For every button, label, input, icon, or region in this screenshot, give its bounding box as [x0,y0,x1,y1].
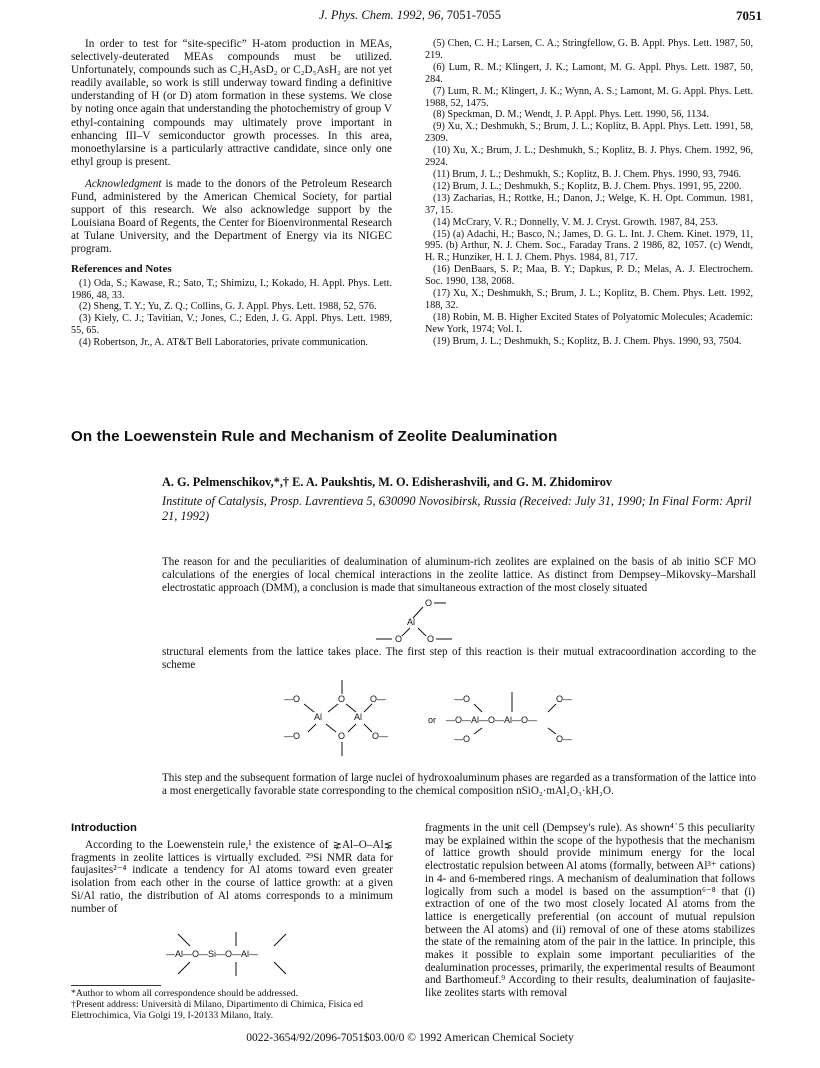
reference-item: (8) Speckman, D. M.; Wendt, J. P. Appl. Phys. Lett. 1990, 56, 1134. [433,109,709,121]
introduction-right [425,822,755,1000]
introduction-heading: Introduction [71,822,137,834]
abstract-part-2: structural elements from the lattice takes place. The first step of this reaction is their mutual extracoordination according to the scheme [162,646,756,672]
scheme-or: or [428,715,437,725]
reference-item: (9) Xu, X.; Deshmukh, S.; Brum, J. L.; Koplitz, B. Appl. Phys. Lett. 1991, 58, 2309. [425,121,753,145]
atom-label: —O—Al—O—Al—O— [446,715,538,725]
atom-label: —O [454,734,471,744]
article-title: On the Loewenstein Rule and Mechanism of Zeolite Dealumination [71,428,558,445]
bond [178,962,190,974]
reference-item: (13) Zacharias, H.; Rottke, H.; Danon, J.; Welge, K. H. Opt. Commun. 1981, 37, 15. [425,192,753,216]
bond [418,628,426,636]
acknowledgment [71,178,392,257]
al-tetrahedron-structure [370,598,470,646]
reference-item: (5) Chen, C. H.; Larsen, C. A.; Stringfellow, G. B. Appl. Phys. Lett. 1987, 50, 219. [425,38,753,61]
bond [308,724,316,732]
left-column-prev-article [71,38,392,349]
bond [304,704,314,712]
bond [402,628,410,636]
copyright-footer: 0022-3654/92/2096-7051$03.00/0 © 1992 American Chemical Society [246,1032,574,1044]
bond [348,724,356,732]
reference-item: (16) DenBaars, S. P.; Maa, B. Y.; Dapkus, P. D.; Melas, A. J. Electrochem. Soc. 1990, 138, 2068. [425,264,753,288]
fragment-formula: —Al—O—Si—O—Al— [166,949,259,959]
abstract-part-3: This step and the subsequent formation of large nuclei of hydroxoaluminum phases are regarded as a transformation of the lattice into a most energetically favorable state corresponding to the chemical composition nSiO₂·mAl₂O₃·kH₂O. [162,772,756,798]
reference-item: (17) Xu, X.; Deshmukh, S.; Brum, J. L.; Koplitz, B. Chem. Phys. Lett. 1992, 188, 32. [425,288,753,311]
author-list: A. G. Pelmenschikov,*,† E. A. Paukshtis, M. O. Edisherashvili, and G. M. Zhidomirov [162,475,613,489]
reference-item: (15) (a) Adachi, H.; Basco, N.; James, D. G. L. Int. J. Chem. Kinet. 1979, 11, 995. (b) Arthur, N. J. Chem. Soc., Faraday Trans. 2 1986, 82, 1057. (c) Wendt, H. R.; Hunziker, H. I. J. Chem. Phys. 1984, 81, 717. [425,228,753,264]
reference-item: (14) McCrary, V. R.; Donnelly, V. M. J. Cryst. Growth. 1987, 84, 253. [433,216,718,228]
intro-paragraph-continued: fragments in the unit cell (Dempsey's rule). As shown⁴˙5 this peculiarity may be explained within the scope of the hypothesis that the mechanism of lattice growth should provide minimum energy for the local electrostatic repulsion between Al atoms (formally, between Al³⁺ cations) in 4- and 6-membered rings. A mechanism of dealumination that follows logically from such a model is based on the assumption⁶⁻⁸ that (i) extraction of one of the two most closely located Al atoms from the lattice is energetically preferential (on account of mutual repulsion between the Al atoms) and (ii) removal of one of these atoms stabilizes the state of the remaining atom of the pair in the lattice. In principle, this makes it possible to explain some important peculiarities of the dealumination processes, primarily, the experimental results of Beaumont and Barthomeuf.⁹ According to their results, dealumination of faujasite-like zeolites starts with removal [425,822,755,1000]
bond [548,728,556,734]
bond [326,724,336,732]
bond [474,704,482,712]
reference-item: (19) Brum, J. L.; Deshmukh, S.; Koplitz, B. J. Chem. Phys. 1990, 93, 7504. [433,335,742,347]
acknowledgment-label: Acknowledgment [85,177,162,190]
bond [346,704,356,712]
footnote-present-address: †Present address: Università di Milano, Dipartimento di Chimica, Fisica ed Elettrochimica, Via Golgi 19, I-20133 Milano, Italy. [71,999,363,1021]
footnote-divider [71,985,161,986]
journal-year-volume: 1992, 96, [396,8,444,22]
reference-item: (2) Sheng, T. Y.; Yu, Z. Q.; Collins, G. J. Appl. Phys. Lett. 1988, 52, 576. [79,301,377,313]
footnotes [71,988,396,1021]
al-o-si-o-al-fragment [160,928,310,980]
bond [364,724,372,732]
bond [178,934,190,946]
atom-label: O [427,634,435,644]
atom-label: —O [284,731,301,741]
atom-label: O [338,694,346,704]
journal-pages: 7051-7055 [446,8,501,22]
atom-label: O— [372,731,389,741]
bond [274,962,286,974]
journal-citation [0,8,820,23]
references-list-left [71,278,392,349]
intro-paragraph: According to the Loewenstein rule,¹ the existence of ⋧Al–O–Al⋦ fragments in zeolite lattices is virtually excluded. ²⁹Si NMR data for faujasites²⁻⁴ indicate a tendency for Al atoms toward even greater isolation from each other in the course of lattice growth: at a given Si/Al ratio, the distribution of Al atoms corresponds to a minimum number of [71,839,393,915]
reference-item: (6) Lum, R. M.; Klingert, J. K.; Lamont, M. G. Appl. Phys. Lett. 1987, 50, 284. [425,61,753,85]
bond [364,704,372,712]
atom-label: O— [556,694,573,704]
atom-label: O— [370,694,387,704]
atom-label: O [338,731,346,741]
bond [548,704,556,712]
reference-item: (3) Kiely, C. J.; Tavitian, V.; Jones, C.; Eden, J. G. Appl. Phys. Lett. 1989, 55, 65. [71,313,392,337]
atom-label: O [395,634,403,644]
reference-item: (10) Xu, X.; Brum, J. L.; Deshmukh, S.; Koplitz, B. J. Phys. Chem. 1992, 96, 2924. [425,145,753,169]
reference-item: (7) Lum, R. M.; Klingert, J. K.; Wynn, A. S.; Lamont, M. G. Appl. Phys. Lett. 1988, 52, 1475. [425,85,753,109]
atom-label: Al [354,712,363,722]
bond [328,704,338,712]
references-list-right [425,38,753,348]
running-header [0,8,820,28]
abstract-part-1: The reason for and the peculiarities of dealumination of aluminum-rich zeolites are explained on the basis of ab initio SCF MO calculations of the energies of local chemical interactions in the zeolite lattice. As distinct from Dempsey–Mikovsky–Marshall electrostatic approach (DMM), a conclusion is made that simultaneous extraction of the most closely situated [162,556,756,595]
page-number: 7051 [736,8,762,23]
footnote-correspondence: *Author to whom all correspondence should be addressed. [71,988,299,999]
closing-paragraph: In order to test for “site-specific” H-atom production in MEAs, selectively-deuterated MEAs compounds must be utilized. Unfortunately, compounds such as C₂H₅AsD₂ or C₂D₅AsH₂ are not yet readily available, so work is still underway toward finding a definitive understanding of H (or D) atom formation in these systems. We close by noting once again that understanding the photochemistry of group V ethyl-containing compounds may ultimately prove important in enhancing III–V semiconductor growth processes. In this area, monoethylarsine is a particularly attractive candidate, since only one ethyl group is present. [71,38,392,168]
acknowledgment-text: is made to the donors of the Petroleum Research Fund, administered by the American Chemical Society, for partial support of this research. We also acknowledge support by the Louisiana Board of Regents, the Center for Bioenvironmental Research at Tulane University, and the Department of Energy via its NIGEC program. [71,177,392,256]
atom-label: Al [314,712,323,722]
references-heading: References and Notes [71,262,172,275]
journal-name: J. Phys. Chem. [319,8,394,22]
bond [474,728,482,734]
extracoordination-scheme [282,678,582,758]
reference-item: (18) Robin, M. B. Higher Excited States of Polyatomic Molecules; Academic: New York, 1974; Vol. I. [425,311,753,335]
atom-label: —O [454,694,471,704]
affiliation: Institute of Catalysis, Prosp. Lavrentieva 5, 630090 Novosibirsk, Russia (Received: July 31, 1990; In Final Form: April 21, 1992) [162,494,752,523]
introduction-left [71,839,393,915]
reference-item: (4) Robertson, Jr., A. AT&T Bell Laboratories, private communication. [79,337,368,349]
bond [274,934,286,946]
atom-label: Al [407,617,416,627]
atom-label: —O [284,694,301,704]
reference-item: (1) Oda, S.; Kawase, R.; Sato, T.; Shimizu, I.; Kokado, H. Appl. Phys. Lett. 1986, 48, 33. [71,277,392,301]
reference-item: (12) Brum, J. L.; Deshmukh, S.; Koplitz, B. J. Chem. Phys. 1991, 95, 2200. [433,180,742,192]
reference-item: (11) Brum, J. L.; Deshmukh, S.; Koplitz, B. J. Chem. Phys. 1990, 93, 7946. [433,168,742,180]
atom-label: O— [556,734,573,744]
atom-label: O [425,598,433,608]
